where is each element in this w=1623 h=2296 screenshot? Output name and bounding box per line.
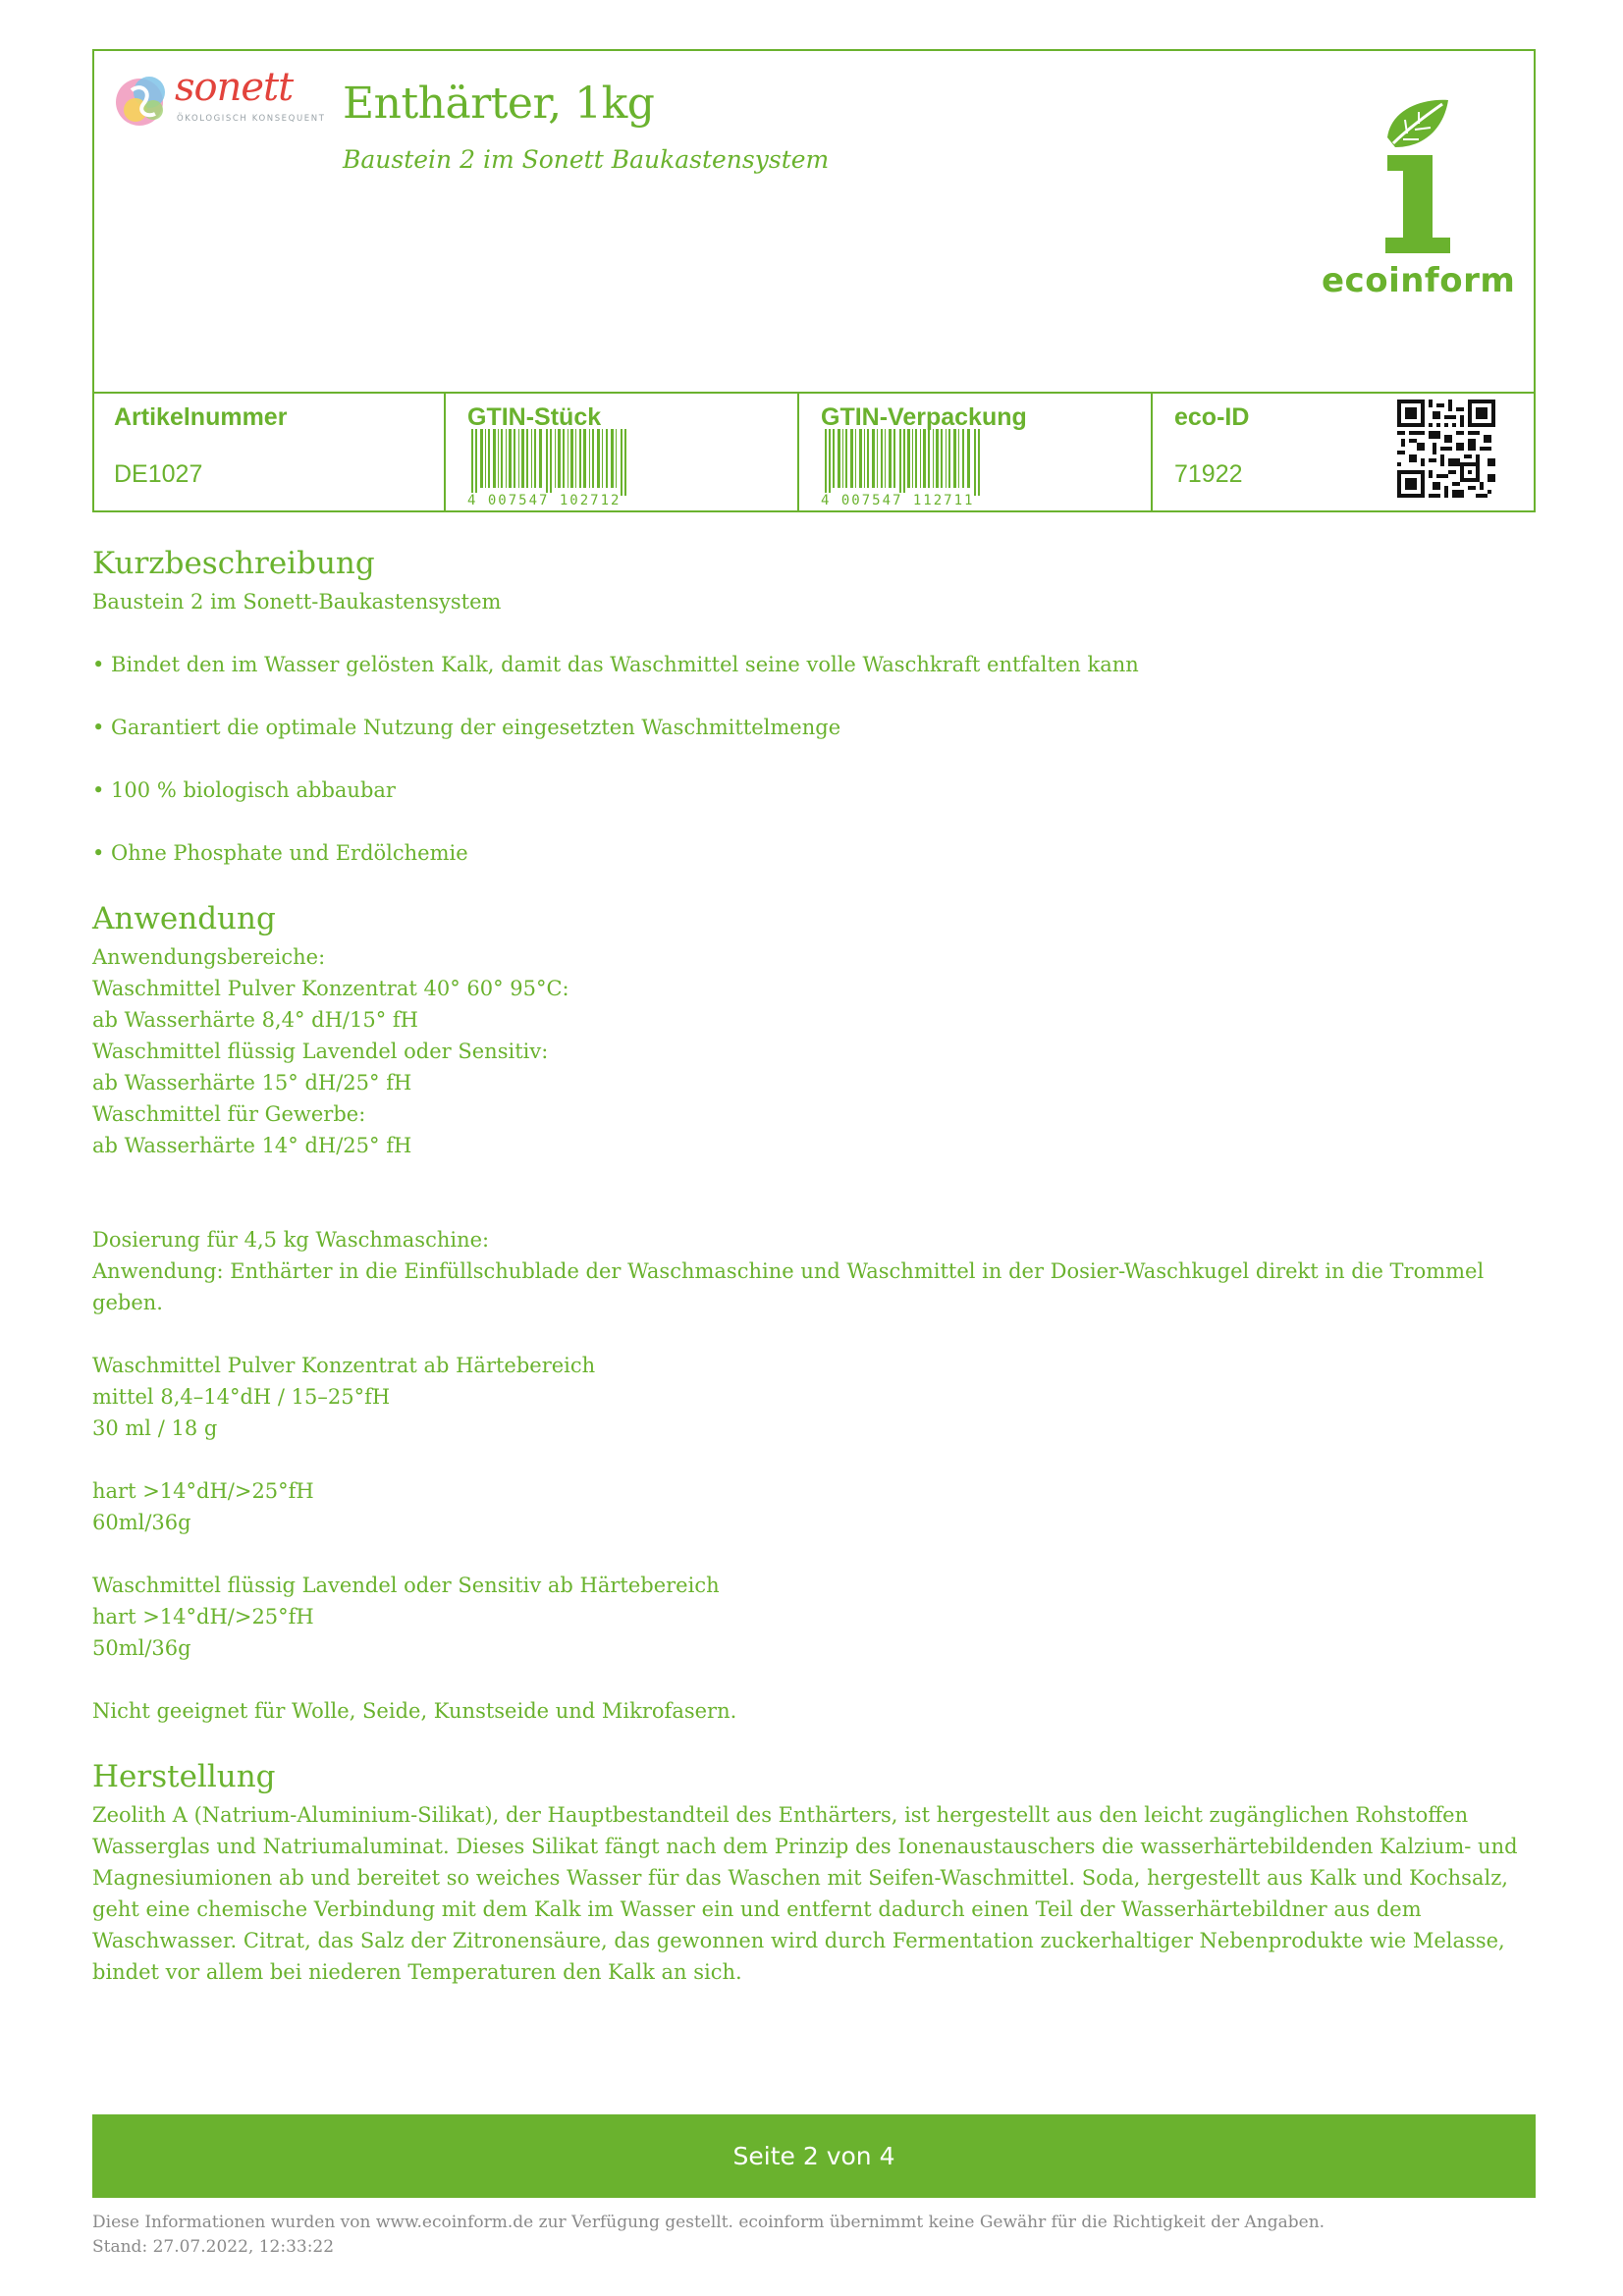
eco-id-label: eco-ID <box>1174 403 1250 431</box>
disclaimer-text: Diese Informationen wurden von www.ecoinform.de zur Verfügung gestellt. ecoinform übernimmt keine Gewähr für die Richtigkeit der Angaben. <box>92 2213 1325 2232</box>
gtin-verpackung-barcode <box>821 429 983 496</box>
anwendung-line: Waschmittel Pulver Konzentrat 40° 60° 95°C: <box>92 977 569 1000</box>
kurz-bullet: • Ohne Phosphate und Erdölchemie <box>92 841 468 865</box>
page-indicator: Seite 2 von 4 <box>732 2142 895 2170</box>
gtin-stueck-label: GTIN-Stück <box>467 403 602 431</box>
gtin-stueck-barcode <box>467 429 629 496</box>
fluessig-line: hart >14°dH/>25°fH <box>92 1605 314 1629</box>
anwendung-line: ab Wasserhärte 15° dH/25° fH <box>92 1071 412 1095</box>
artikel-cell <box>94 394 444 510</box>
gtin-stueck-number: 4 007547 102712 <box>467 493 622 508</box>
ecoinform-logo-icon <box>1317 90 1516 355</box>
sonett-logo-icon <box>114 71 173 130</box>
kurz-bullet: • Bindet den im Wasser gelösten Kalk, damit das Waschmittel seine volle Waschkraft entfalten kann <box>92 653 1139 676</box>
artikel-value: DE1027 <box>114 460 203 488</box>
product-title: Enthärter, 1kg <box>343 79 655 129</box>
anwendung-text: Anwendung: Enthärter in die Einfüllschublade der Waschmaschine und Waschmittel in der Dosier-Waschkugel direkt in die Trommel geben. <box>92 1259 1485 1314</box>
sonett-logo <box>114 65 326 130</box>
qr-code-icon <box>1397 400 1495 498</box>
page-indicator-bar <box>92 2114 1536 2198</box>
anwendung-line: ab Wasserhärte 14° dH/25° fH <box>92 1134 412 1157</box>
hinweis-line: Nicht geeignet für Wolle, Seide, Kunstseide und Mikrofasern. <box>92 1699 737 1723</box>
fluessig-line: 50ml/36g <box>92 1636 191 1660</box>
logo-wordmark: sonett <box>175 65 294 110</box>
product-subtitle: Baustein 2 im Sonett Baukastensystem <box>343 145 830 174</box>
kurz-bullet: • 100 % biologisch abbaubar <box>92 778 396 802</box>
dosierung-line: Dosierung für 4,5 kg Waschmaschine: <box>92 1228 490 1252</box>
logo-tagline: ÖKOLOGISCH KONSEQUENT <box>177 114 326 124</box>
kurz-intro: Baustein 2 im Sonett-Baukastensystem <box>92 590 502 614</box>
fluessig-line: Waschmittel flüssig Lavendel oder Sensitiv ab Härtebereich <box>92 1574 720 1597</box>
herstellung-text: Zeolith A (Natrium-Aluminium-Silikat), der Hauptbestandteil des Enthärters, ist hergestellt aus den leicht zugänglichen Rohstoffen Wasserglas und Natriumaluminat. Dieses Silikat fängt nach dem Prinzip des Ionenaustauschers die wasserhärtebildenden Kalzium- und Magnesiumionen ab und bereitet so weiches Wasser für das Waschen mit Seifen-Waschmittel. Soda, hergestellt aus Kalk und Kochsalz, geht eine chemische Verbindung mit dem Kalk im Wasser ein und entfernt dadurch einen Teil der Wasserhärtebildner aus dem Waschwasser. Citrat, das Salz der Zitronensäure, das gewonnen wird durch Fermentation zuckerhaltiger Nebenprodukte wie Melasse, bindet vor allem bei niederen Temperaturen den Kalk an sich. <box>92 1803 1518 1984</box>
pulver-line: Waschmittel Pulver Konzentrat ab Härtebereich <box>92 1354 596 1377</box>
gtin-verpackung-label: GTIN-Verpackung <box>821 403 1027 431</box>
anwendung-line: Waschmittel flüssig Lavendel oder Sensitiv: <box>92 1040 549 1063</box>
pulver-line: mittel 8,4–14°dH / 15–25°fH <box>92 1385 391 1409</box>
artikel-label: Artikelnummer <box>114 403 288 431</box>
ecoinform-label: ecoinform <box>1322 261 1516 300</box>
kurz-bullet: • Garantiert die optimale Nutzung der eingesetzten Waschmittelmenge <box>92 716 841 739</box>
kurzbeschreibung-heading: Kurzbeschreibung <box>92 546 375 581</box>
hart-line: 60ml/36g <box>92 1511 191 1534</box>
anwendung-line: Waschmittel für Gewerbe: <box>92 1102 366 1126</box>
eco-id-value: 71922 <box>1174 460 1243 488</box>
anwendung-line: Anwendungsbereiche: <box>92 945 326 969</box>
gtin-verpackung-cell <box>799 394 1151 510</box>
anwendung-heading: Anwendung <box>92 901 276 936</box>
herstellung-heading: Herstellung <box>92 1759 276 1794</box>
gtin-verpackung-number: 4 007547 112711 <box>821 493 975 508</box>
anwendung-line: ab Wasserhärte 8,4° dH/15° fH <box>92 1008 418 1032</box>
pulver-line: 30 ml / 18 g <box>92 1416 218 1440</box>
id-table <box>94 392 1534 512</box>
disclaimer <box>92 2211 1325 2260</box>
hart-line: hart >14°dH/>25°fH <box>92 1479 314 1503</box>
header-box <box>92 49 1536 512</box>
gtin-stueck-cell <box>446 394 797 510</box>
stand-timestamp: Stand: 27.07.2022, 12:33:22 <box>92 2237 335 2257</box>
